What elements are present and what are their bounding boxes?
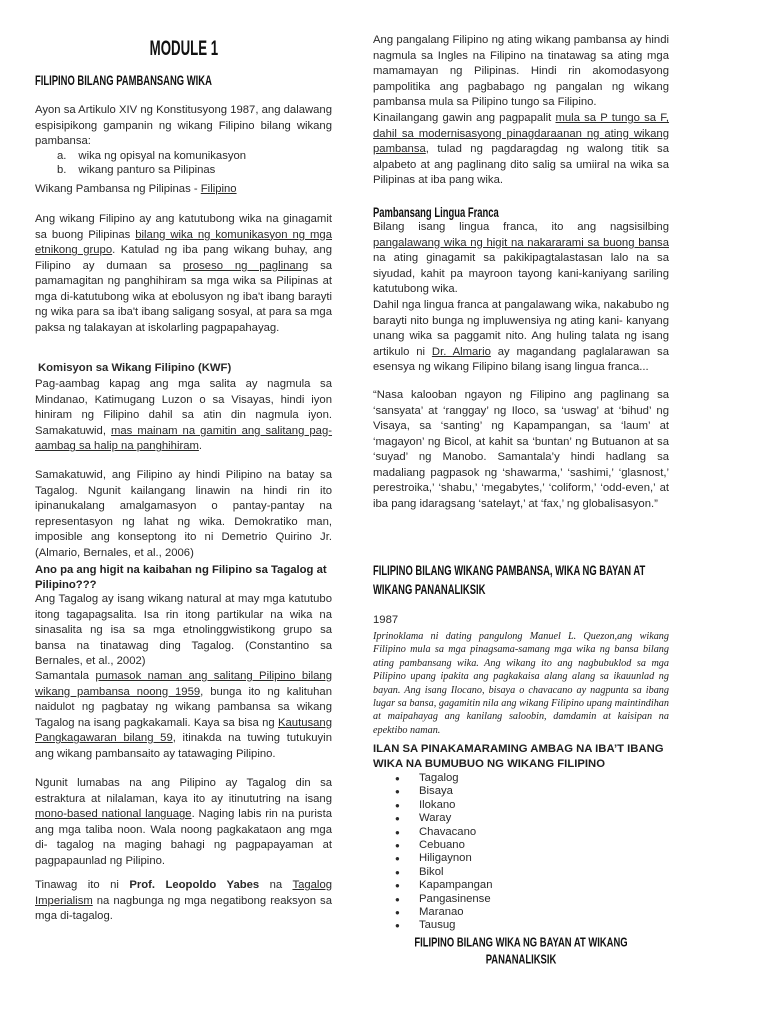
language-list-item: ● Pangasinense xyxy=(373,893,669,906)
section-heading-line1: FILIPINO BILANG WIKANG PAMBANSA, WIKA NG BAYAN AT xyxy=(373,564,646,579)
italic-paragraph: Iprinoklama ni dating pangulong Manuel L. Quezon,ang wikang Filipino mula sa mga pinagsama-samang mga wika ng bansa bilang ating pambansang wika. Ang wikang ito ang nagbubuklod sa mga Pilipino upang ipakita ang pagkakaisa alang alang sa ikauunlad ng bayan. Ang isang Ilocano, bisaya o chavacano ay nagpunta sa ibang lugar sa bansa, gagamitin nila ang wikang Filipino upang maintindihan at maipahayag ang kanilang saloobin, damdamin at kaisipan na epektibo naman. xyxy=(373,631,669,736)
paragraph-tinawag xyxy=(35,878,332,925)
language-list-item: ● Tagalog xyxy=(373,772,669,785)
language-list-item: ● Chavacano xyxy=(373,826,669,839)
final-heading-line2: PANANALIKSIK xyxy=(485,953,557,968)
language-list-item: ● Tausug xyxy=(373,919,669,932)
language-list-item: ● Waray xyxy=(373,812,669,825)
language-list-item: ● Ilokano xyxy=(373,799,669,812)
text-run: . xyxy=(198,440,203,453)
underlined-text-run: bilang wika ng komunikasyon ng mga etnikong grupo xyxy=(35,228,332,257)
paragraph-samakatuwid: Samakatuwid, ang Filipino ay hindi Pilipino na batay sa Tagalog. Ngunit kailangang linawin na hindi rin ito ipinanukalang amalgamasyon o pantay-pantay na representasyon ng lahat ng wika. Demokratiko man, imposible ang konseptong ito ni Demetrio Quirino Jr. (Almario, Bernales, et al., 2006) xyxy=(35,469,332,559)
language-list-item: ● Bisaya xyxy=(373,785,669,798)
list-text: wika ng opisyal na komunikasyon xyxy=(78,150,247,162)
language-list-item: ● Maranao xyxy=(373,906,669,919)
paragraph-wikang-filipino xyxy=(35,212,332,336)
text-run: na ating ginagamit sa pakikipagtalastasan lalo na sa siyudad, kahit pa mayroon tayong kani-kaniyang sariling katutubong wika. xyxy=(373,252,669,296)
section-heading xyxy=(373,561,669,599)
text-run: na xyxy=(259,879,293,891)
text-run: Dahil nga lingua franca at pangalawang wika, nakabubo ng barayti nito bunga ng impluwensiya ng ating kani- kanyang unang wika sa paggamit nito. Ang huling talata ng isang artikulo ni xyxy=(373,299,669,358)
paragraph-kinailangang xyxy=(373,111,669,189)
language-list-item: ● Bikol xyxy=(373,866,669,879)
language-list-item: ● Kapampangan xyxy=(373,879,669,892)
bold-text-run: Prof. Leopoldo Yabes xyxy=(129,879,260,891)
gampanin-item xyxy=(57,163,354,177)
text-run: Wikang Pambansa ng Pilipinas - xyxy=(35,183,201,195)
text-run: Tinawag ito ni xyxy=(35,879,130,891)
underlined-text-run: pumasok naman ang salitang Pilipino bilang wikang pambansa noong 1959 xyxy=(35,670,332,698)
text-run: na nagbunga ng mga negatibong reaksyon sa mga di-tagalog. xyxy=(35,894,332,923)
paragraph-artikulo: Ayon sa Artikulo XIV ng Konstitusyong 1987, ang dalawang espisipikong gampanin ng wikang Filipino bilang wikang pambansa: xyxy=(35,104,332,148)
list-text: wikang panturo sa Pilipinas xyxy=(78,164,216,176)
paragraph-pangalang-filipino: Ang pangalang Filipino ng ating wikang pambansa ay hindi nagmula sa Ingles na Filipino na tinatawag sa ating mga mamamayan ng Pilipinas. Hindi rin akomodasyong pampolitika ang pagbabago ng pangalan ng wikang pambansa mula sa Pilipino tungo sa Filipino. xyxy=(373,34,669,109)
text-run: . Naging labis rin na purista ang mga taliba noon. Wala noong pagkakataon ang mga di- tagalog na maging bahagi ng pagpapayaman at pagpapaunlad ng Pilipino. xyxy=(35,808,332,867)
final-heading-line1: FILIPINO BILANG WIKA NG BAYAN AT WIKANG xyxy=(414,936,628,951)
paragraph-bilang-lingua-franca xyxy=(373,220,669,298)
subtitle-wrap xyxy=(35,73,332,89)
language-list-item: ● Hiligaynon xyxy=(373,852,669,865)
module-subtitle: FILIPINO BILANG PAMBANSANG WIKA xyxy=(35,74,212,89)
underlined-text-run: Dr. Almario xyxy=(431,345,491,358)
lingua-franca-heading: Pambansang Lingua Franca xyxy=(373,206,499,221)
module-title-wrap xyxy=(35,36,332,60)
underlined-text-run: mono-based national language xyxy=(35,808,192,821)
year-label: 1987 xyxy=(373,614,399,626)
module-title: MODULE 1 xyxy=(149,36,218,60)
paragraph-ngunit xyxy=(35,776,332,869)
list-marker: a. xyxy=(57,150,67,162)
paragraph-pag-aambag xyxy=(35,377,332,455)
list-marker: b. xyxy=(57,164,67,176)
text-run: Samantala xyxy=(35,670,96,682)
kwf-heading-wrap xyxy=(35,361,332,377)
text-run: Ngunit lumabas na ang Pilipino ay Tagalog din sa estraktura at nilalaman, kaya ito ay itinututring na isang xyxy=(35,777,332,805)
quote-paragraph: “Nasa kalooban ngayon ng Filipino ang paglinang sa ‘sansyata’ at ‘ranggay’ ng Iloco, sa ‘uswag’ at ‘bihud’ ng Visaya, sa ‘santing’ ng Kapampangan, sa ‘laum’ at ‘magayon’ ng Bicol, at kahit sa ‘buntan’ ng Butuanon at sa ‘suyad’ ng Manobo. Samantala’y hindi hadlang sa madaliang pagpasok ng ‘shawarma,’ ‘sashimi,’ ‘glasnost,’ perestroika,’ ‘shabu,’ ‘megabytes,’ ‘coliform,’ ‘odd-even,’ at iba pang idaragsang ‘satelayt,’ at ‘fax,’ ng globalisasyon.” xyxy=(373,389,669,510)
underlined-text-run: mula sa P tungo sa F, dahil sa modernisasyong pinagdaraanan ng ating wikang pambansa xyxy=(373,112,669,156)
underlined-text-run: Tagalog Imperialism xyxy=(35,879,333,907)
gampanin-item xyxy=(57,149,354,163)
text-run: ay magandang paglalarawan sa esensya ng wikang Filipino bilang isang lingua franca... xyxy=(373,345,669,374)
paragraph-samantala xyxy=(35,669,332,762)
underlined-text-run: Filipino xyxy=(200,183,237,195)
language-list-item: ● Cebuano xyxy=(373,839,669,852)
underlined-text-run: mas mainam na gamitin ang salitang pag- aambag sa halip na panghihiram xyxy=(35,424,333,453)
final-heading xyxy=(373,934,669,968)
text-run: , bunga ito ng kalituhan naidulot ng pagbatay ng wikang pambansa sa wikang Tagalog na isang pagkakamali. Kaya sa bisa ng xyxy=(35,685,332,729)
section-heading-line2: WIKANG PANANALIKSIK xyxy=(373,583,486,598)
text-run: , itinakda na tuwing tutukuyin ang wikang pambansaito ay tatawaging Pilipino. xyxy=(35,732,332,760)
underlined-text-run: Kautusang Pangkagawaran bilang 59 xyxy=(35,716,332,745)
text-run: Bilang isang lingua franca, ito ang nagsisilbing xyxy=(373,221,669,233)
text-run: Pag-aambag kapag ang mga salita ay nagmula sa Mindanao, Katimugang Luzon o sa Visayas, hindi iyon hiniram ng Filipino dahil sa atin din nagmula iyon. Samakatuwid, xyxy=(35,378,332,437)
text-run: . Katulad ng iba pang wikang buhay, ang Filipino ay dumaan sa xyxy=(35,244,332,272)
paragraph-wikang-pambansa xyxy=(35,182,332,198)
paragraph-dahil xyxy=(373,298,669,376)
underlined-text-run: pangalawang wika ng higit na nakararami sa buong bansa xyxy=(373,236,669,249)
text-run: Ang wikang Filipino ay ang katutubong wika na ginagamit sa buong Pilipinas xyxy=(35,213,332,241)
ambag-heading: ILAN SA PINAKAMARAMING AMBAG NA IBA’T IBANG WIKA NA BUMUBUO NG WIKANG FILIPINO xyxy=(373,743,664,770)
lingua-heading-wrap xyxy=(373,205,669,221)
paragraph-tagalog: Ang Tagalog ay isang wikang natural at may mga katutubo itong tagapagsalita. Isa rin itong partikular na wika na sinasalita ng isa sa mga etnolinggwistikong grupo sa bansa na tinatawag ding Tagalog. (Constantino sa Bernales, et al., 2002) xyxy=(35,593,332,668)
text-run: Kinailangang gawin ang pagpapalit xyxy=(373,112,556,124)
gampanin-list xyxy=(35,149,354,177)
question-heading: Ano pa ang higit na kaibahan ng Filipino sa Tagalog at Pilipino??? xyxy=(35,564,327,591)
kwf-heading: Komisyon sa Wikang Filipino (KWF) xyxy=(38,362,232,374)
text-run: sa pamamagitan ng panghihiram sa mga wika sa Pilipinas at mga di-katutubong wika at ebolusyon ng iba't ibang barayti ng wika para sa iba't ibang saligang sosyal, at para sa mga paksa ng talakayan at iskolarling pagpapahayag. xyxy=(35,259,332,334)
language-list xyxy=(373,772,669,933)
underlined-text-run: proseso ng paglinang xyxy=(182,259,309,272)
text-run: , tulad ng pagdaragdag ng walong titik sa alpabeto at ang paglinang dito salig sa umiiral na wika sa Pilipinas at iba pang wika. xyxy=(373,143,669,187)
